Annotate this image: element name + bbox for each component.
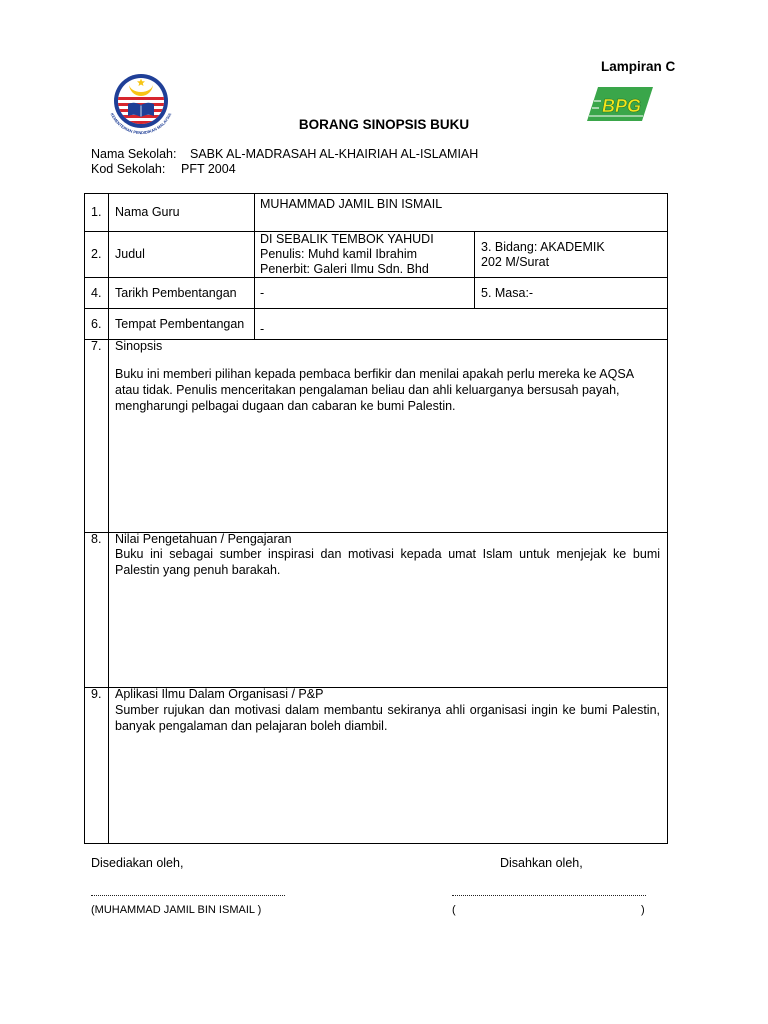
application-section	[109, 688, 668, 844]
knowledge-value-line: Buku ini sebagai sumber inspirasi dan motivasi kepada umat Islam untuk menjejak ke bumi	[115, 547, 661, 561]
verified-by-name-open: (	[452, 904, 456, 916]
row-number: 4.	[85, 278, 109, 309]
school-code-value: PFT 2004	[181, 162, 236, 176]
synopsis-line: mengharungi pelbagai dugaan dan cabaran ke bumi Palestin.	[115, 399, 456, 413]
row-number: 9.	[91, 687, 102, 701]
attachment-label: Lampiran C	[601, 59, 676, 74]
book-author-value: Penulis: Muhd kamil Ibrahim	[260, 247, 418, 261]
form-title: BORANG SINOPSIS BUKU	[298, 117, 470, 132]
synopsis-line: Buku ini memberi pilihan kepada pembaca berfikir dan menilai apakah perlu mereka ke AQSA	[115, 367, 635, 381]
ministry-logo-text: KEMENTERIAN PENDIDIKAN MALAYSIA	[109, 112, 173, 136]
application-line: banyak pengalaman dan pelajaran boleh diambil.	[115, 719, 388, 733]
presentation-duration: 5. Masa:-	[475, 278, 668, 309]
form-row-knowledge-value	[85, 533, 668, 688]
form-row-application	[85, 688, 668, 844]
verified-by-signature-line	[452, 895, 646, 896]
row-number-cell	[85, 688, 109, 844]
application-heading: Aplikasi Ilmu Dalam Organisasi / P&P	[115, 687, 324, 701]
knowledge-value-section	[109, 533, 668, 688]
knowledge-value-heading: Nilai Pengetahuan / Pengajaran	[115, 532, 292, 546]
application-text	[115, 702, 660, 734]
form-row-presentation-date	[85, 278, 668, 309]
book-title-label: Judul	[109, 232, 255, 278]
school-name-value: SABK AL-MADRASAH AL-KHAIRIAH AL-ISLAMIAH	[190, 147, 479, 161]
synopsis-text	[115, 366, 660, 414]
verified-by-label: Disahkan oleh,	[500, 856, 583, 870]
row-number-cell	[85, 340, 109, 533]
verified-by-name-close: )	[641, 904, 645, 916]
synopsis-form-table	[84, 193, 668, 844]
presentation-venue-label: Tempat Pembentangan	[109, 309, 255, 340]
form-row-synopsis	[85, 340, 668, 533]
form-row-book	[85, 232, 668, 278]
book-title-value: DI SEBALIK TEMBOK YAHUDI	[260, 232, 434, 246]
knowledge-value-text	[115, 546, 660, 578]
presentation-date-value: -	[255, 278, 475, 309]
presentation-date-label: Tarikh Pembentangan	[109, 278, 255, 309]
prepared-by-label: Disediakan oleh,	[91, 856, 184, 870]
application-line: Sumber rujukan dan motivasi dalam membantu sekiranya ahli organisasi ingin ke bumi Palestin,	[115, 703, 661, 717]
book-publisher-value: Penerbit: Galeri Ilmu Sdn. Bhd	[260, 262, 429, 276]
book-field-details	[475, 232, 668, 278]
school-code-label: Kod Sekolah:	[91, 162, 166, 176]
row-number: 8.	[91, 532, 102, 546]
teacher-name-label: Nama Guru	[109, 194, 255, 232]
bpg-logo-text: BPG	[602, 96, 642, 116]
row-number: 7.	[91, 339, 102, 353]
teacher-name-value: MUHAMMAD JAMIL BIN ISMAIL	[255, 194, 668, 232]
row-number-cell	[85, 533, 109, 688]
row-number: 1.	[85, 194, 109, 232]
form-row-teacher	[85, 194, 668, 232]
synopsis-line: atau tidak. Penulis menceritakan pengalaman beliau dan ahli keluarganya bersusah payah,	[115, 383, 620, 397]
book-reference-value: 202 M/Surat	[481, 254, 550, 269]
book-field-value: 3. Bidang: AKADEMIK	[481, 239, 605, 254]
row-number: 2.	[85, 232, 109, 278]
row-number: 6.	[85, 309, 109, 340]
synopsis-heading: Sinopsis	[115, 339, 163, 353]
prepared-by-name: (MUHAMMAD JAMIL BIN ISMAIL )	[91, 904, 262, 916]
book-details	[255, 232, 475, 278]
school-name-label: Nama Sekolah:	[91, 147, 177, 161]
form-row-presentation-venue	[85, 309, 668, 340]
synopsis-section	[109, 340, 668, 533]
presentation-venue-value: -	[255, 309, 668, 340]
knowledge-value-line: Palestin yang penuh barakah.	[115, 563, 281, 577]
prepared-by-signature-line	[91, 895, 285, 896]
